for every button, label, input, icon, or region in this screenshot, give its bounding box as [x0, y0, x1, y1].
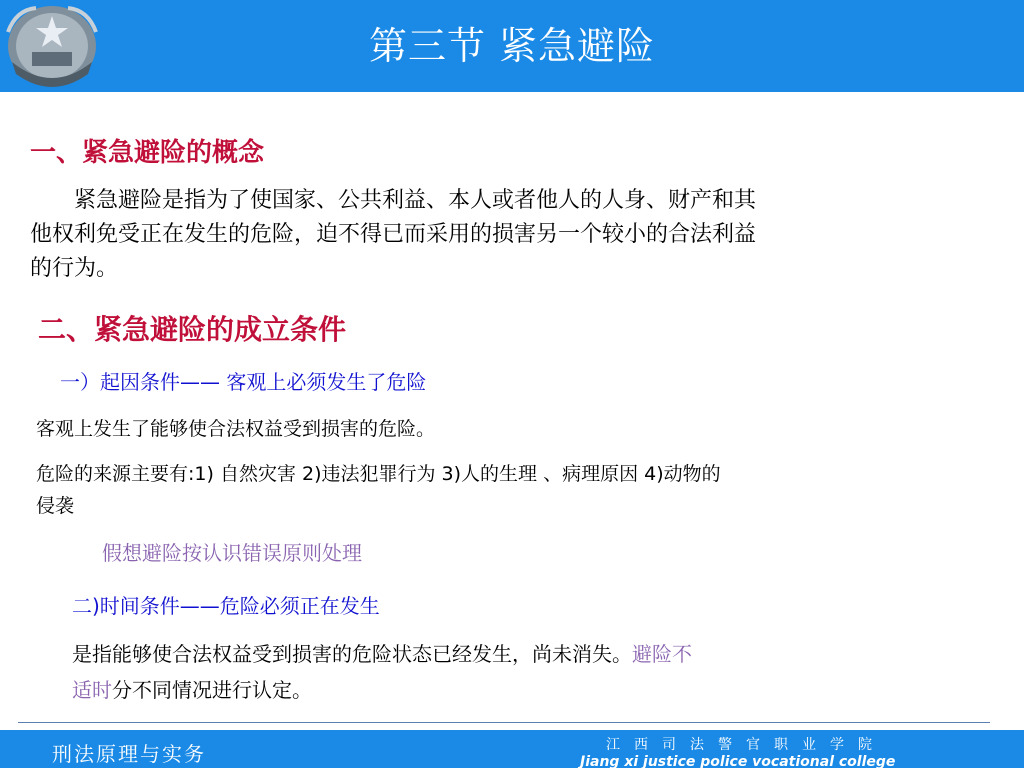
condition1-sources-line1: 危险的来源主要有:1) 自然灾害 2)违法犯罪行为 3)人的生理 、病理原因 4)动物的: [36, 463, 721, 485]
condition2-text: [72, 636, 892, 708]
condition1-title: 一）起因条件—— 客观上必须发生了危险: [60, 370, 427, 394]
section1-body: [30, 184, 1000, 286]
section1-body-line2: 他权利免受正在发生的危险，迫不得已而采用的损害另一个较小的合法利益: [30, 222, 757, 247]
condition2-highlight-1: 避险不: [632, 642, 692, 666]
condition2-highlight-2: 适时: [72, 678, 112, 702]
condition2-text-d: 分不同情况进行认定。: [112, 678, 312, 702]
college-name-en: Jiang xi justice police vocational college: [580, 754, 896, 768]
condition1-sources-line2: 侵袭: [36, 495, 75, 517]
section1-body-line1: 紧急避险是指为了使国家、公共利益、本人或者他人的人身、财产和其: [30, 188, 757, 213]
condition1-text: 客观上发生了能够使合法权益受到损害的危险。: [36, 418, 436, 440]
section1-heading: 一、紧急避险的概念: [30, 138, 265, 168]
header-bar: [0, 0, 1024, 92]
footer-divider: [18, 722, 990, 723]
condition1-sources: [36, 458, 996, 522]
footer-bar: [0, 730, 1024, 768]
slide-title: 第三节 紧急避险: [368, 24, 656, 68]
section2-heading: 二、紧急避险的成立条件: [38, 313, 347, 346]
course-name: 刑法原理与实务: [52, 742, 206, 766]
college-name-cn: 江西司法警官职业学院: [606, 737, 886, 753]
condition2-text-a: 是指能够使合法权益受到损害的危险状态已经发生，尚未消失。: [72, 642, 632, 666]
condition2-title: 二)时间条件——危险必须正在发生: [72, 594, 380, 618]
section1-body-line3: 的行为。: [30, 256, 119, 281]
condition1-note: 假想避险按认识错误原则处理: [102, 541, 362, 565]
